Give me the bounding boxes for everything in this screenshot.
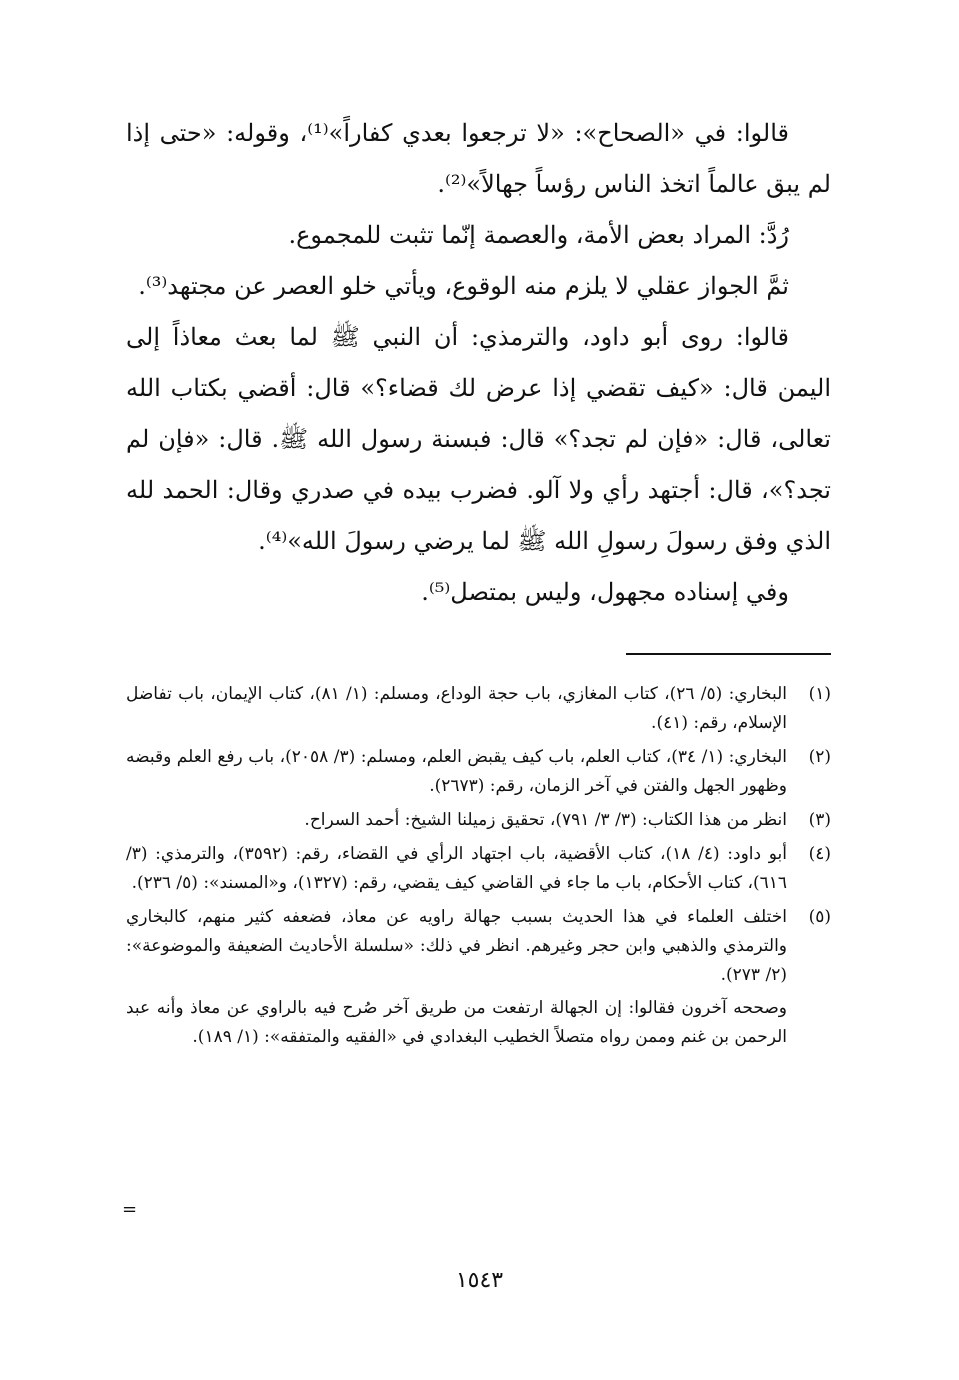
footnote-number: (٣) bbox=[808, 810, 831, 830]
footnote-number: (٤) bbox=[808, 844, 831, 864]
paragraph: قالوا: روى أبو داود، والترمذي: أن النبي ﷺ لما بعث معاذاً إلى اليمن قال: «كيف تقضي إذا عرض لك قضاء؟» قال: أقضي بكتاب الله تعالى، قال: «فإن لم تجد؟» قال: فبسنة رسول الله ﷺ. قال: «فإن لم تجد؟»، قال: أجتهد رأي ولا آلو. فضرب بيده في صدري وقال: الحمد لله الذي وفق رسولَ رسولِ الله ﷺ لما يرضي رسولَ الله»⁽⁴⁾. bbox=[126, 323, 831, 555]
footnote-item bbox=[126, 903, 831, 1052]
footnotes bbox=[126, 680, 831, 1057]
footnote-body bbox=[126, 743, 787, 801]
footnote-text: انظر من هذا الكتاب: (٣/ ٣/ ٧٩١)، تحقيق زميلنا الشيخ: أحمد السراح. bbox=[304, 810, 787, 830]
footnote-body bbox=[126, 840, 787, 898]
paragraph: وفي إسناده مجهول، وليس بمتصل⁽⁵⁾. bbox=[421, 578, 789, 606]
footnote-number: (٥) bbox=[808, 907, 831, 927]
footnote-item bbox=[126, 806, 831, 835]
footnote-body bbox=[126, 680, 787, 738]
footnote-body bbox=[126, 806, 787, 835]
footnote-body bbox=[126, 903, 787, 1052]
footnote-item bbox=[126, 743, 831, 801]
page-number: ١٥٤٣ bbox=[455, 1268, 504, 1293]
footnote-text: أبو داود: (٤/ ١٨)، كتاب الأقضية، باب اجتهاد الرأي في القضاء، رقم: (٣٥٩٢)، والترمذي: (٣/ ٦١٦)، كتاب الأحكام، باب ما جاء في القاضي كيف يقضي، رقم: (١٣٢٧)، و«المسند»: (٥/ ٢٣٦). bbox=[126, 844, 787, 893]
continuation-mark: = bbox=[122, 1199, 138, 1220]
footnote-text: اختلف العلماء في هذا الحديث بسبب جهالة راويه عن معاذ، فضعفه كثير منهم، كالبخاري والترمذي والذهبي وابن حجر وغيرهم. انظر في ذلك: «سلسلة الأحاديث الضعيفة والموضوعة»: (٢/ ٢٧٣). bbox=[126, 907, 787, 985]
footnote-text: وصححه آخرون فقالوا: إن الجهالة ارتفعت من طريق آخر صُرح فيه بالراوي عن معاذ وأنه عبد الرحمن بن غنم وممن رواه متصلاً الخطيب البغدادي في «الفقيه والمتفقه»: (١/ ١٨٩). bbox=[126, 998, 787, 1047]
main-text bbox=[126, 108, 831, 618]
footnote-text: البخاري: (١/ ٣٤)، كتاب العلم، باب كيف يقبض العلم، ومسلم: (٣/ ٢٠٥٨)، باب رفع العلم وقبضه وظهور الجهل والفتن في آخر الزمان، رقم: (٢٦٧٣). bbox=[126, 747, 787, 796]
paragraph: ثمَّ الجواز عقلي لا يلزم منه الوقوع، ويأتي خلو العصر عن مجتهد⁽³⁾. bbox=[138, 272, 789, 300]
footnote-number: (١) bbox=[808, 684, 831, 704]
paragraph: رُدَّ: المراد بعض الأمة، والعصمة إنّما تثبت للمجموع. bbox=[288, 221, 789, 249]
footnote-item bbox=[126, 680, 831, 738]
footnote-text: البخاري: (٥/ ٢٦)، كتاب المغازي، باب حجة الوداع، ومسلم: (١/ ٨١)، كتاب الإيمان، باب تفاضل الإسلام، رقم: (٤١). bbox=[126, 684, 787, 733]
paragraph: قالوا: في «الصحاح»: «لا ترجعوا بعدي كفاراً»⁽¹⁾، وقوله: «حتى إذا لم يبق عالماً اتخذ الناس رؤساً جهالاً»⁽²⁾. bbox=[126, 119, 831, 198]
footnote-divider bbox=[626, 653, 831, 655]
footnote-item bbox=[126, 840, 831, 898]
footnote-number: (٢) bbox=[808, 747, 831, 767]
